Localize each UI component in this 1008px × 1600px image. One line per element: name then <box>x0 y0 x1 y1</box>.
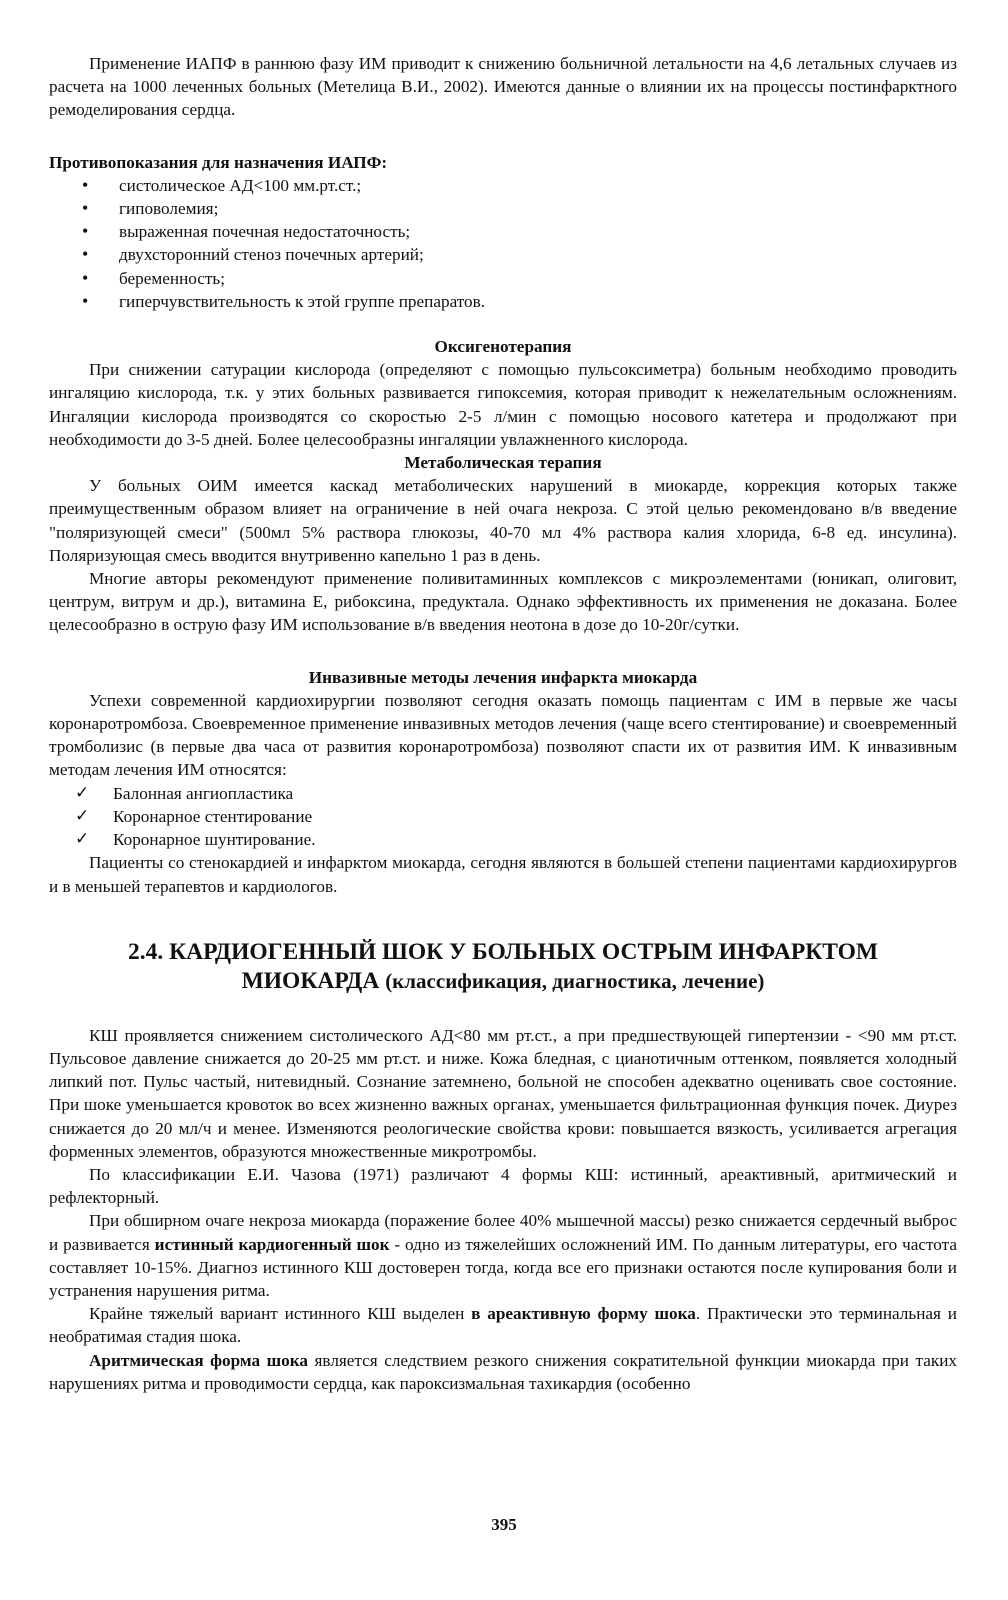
list-item: • беременность; <box>49 267 957 290</box>
list-item: • гиповолемия; <box>49 197 957 220</box>
invasive-methods-list <box>49 782 957 852</box>
chapter-title-line-1: 2.4. КАРДИОГЕННЫЙ ШОК У БОЛЬНЫХ ОСТРЫМ ИНФАРКТОМ <box>127 938 879 965</box>
contraindications-title: Противопоказания для назначения ИАПФ: <box>49 152 388 172</box>
list-item: • систолическое АД<100 мм.рт.ст.; <box>49 174 957 197</box>
invasive-methods-heading: Инвазивные методы лечения инфаркта миокарда <box>308 667 698 687</box>
checkmark-icon: ✓ <box>75 805 90 826</box>
metabolic-paragraph-2: Многие авторы рекомендуют применение поливитаминных комплексов с микроэлементами (юникап, олиговит, центрум, витрум и др.), витамина Е, рибоксина, предуктала. Однако эффективность их применения не доказана. Более целесообразно в острую фазу ИМ использование в/в введения неотона в дозе до 10-20г/сутки. <box>49 569 957 635</box>
chapter-title-main: МИОКАРДА <box>241 967 380 994</box>
invasive-paragraph-2: Пациенты со стенокардией и инфарктом миокарда, сегодня являются в большей степени пациентами кардиохирургов и в меньшей терапевтов и кардиологов. <box>49 853 957 896</box>
text-run: - одно из тяжелейших осложнений ИМ. По данным литературы, его частота составляет 10-15%. Диагноз истинного КШ достоверен тогда, когда все его признаки остаются после купирования боли и устранения нарушения ритма. <box>49 1234 957 1300</box>
text-run: является следствием резкого снижения сократительной функции миокарда при таких нарушениях ритма и проводимости сердца, как пароксизмальная тахикардия (особенно <box>49 1350 957 1393</box>
list-item: • выраженная почечная недостаточность; <box>49 220 957 243</box>
list-item-label: Коронарное шунтирование. <box>113 830 316 850</box>
checkmark-icon: ✓ <box>75 829 90 850</box>
invasive-paragraph-1: Успехи современной кардиохирургии позволяют сегодня оказать помощь пациентам с ИМ в первые же часы коронаротромбоза. Своевременное применение инвазивных методов лечения (чаще всего стентирование) и своевременный тромболизис (в первые два часа от развития коронаротромбоза) позволяют спасти их от развития ИМ. К инвазивным методам лечения ИМ относятся: <box>49 690 957 780</box>
intro-paragraph: Применение ИАПФ в раннюю фазу ИМ приводит к снижению больничной летальности на 4,6 летальных случаев из расчета на 1000 леченных больных (Метелица В.И., 2002). Имеются данные о влиянии их на процессы постинфарктного ремоделирования сердца. <box>49 54 957 120</box>
shock-paragraph-4 <box>49 1302 957 1348</box>
list-item <box>49 805 957 828</box>
oxygen-therapy-heading: Оксигенотерапия <box>434 337 572 357</box>
checkmark-icon: ✓ <box>75 782 90 803</box>
list-item-label: Коронарное стентирование <box>113 806 313 826</box>
text-run: . Практически это терминальная и необратимая стадия шока. <box>49 1304 957 1347</box>
list-item-label: Балонная ангиопластика <box>113 783 294 803</box>
arrhythmic-shock-term: Аритмическая форма шока <box>89 1350 308 1370</box>
list-item: • гиперчувствительность к этой группе препаратов. <box>49 290 957 313</box>
list-item <box>49 828 957 851</box>
page-number: 395 <box>491 1515 517 1534</box>
shock-paragraph-2: По классификации Е.И. Чазова (1971) различают 4 формы КШ: истинный, ареактивный, аритмический и рефлекторный. <box>49 1164 957 1208</box>
chapter-heading <box>49 938 957 996</box>
areactive-shock-term: в ареактивную форму шока <box>471 1304 696 1324</box>
contraindications-list <box>49 174 957 313</box>
chapter-title-line-2 <box>49 967 957 996</box>
shock-paragraph-1: КШ проявляется снижением систолического АД<80 мм рт.ст., а при предшествующей гипертензии - <90 мм рт.ст. Пульсовое давление снижается до 20-25 мм рт.ст. и ниже. Кожа бледная, с цианотичным оттенком, появляется холодный липкий пот. Пульс частый, нитевидный. Сознание затемнено, больной не способен адекватно оценивать свое состояние. При шоке уменьшается кровоток во всех жизненно важных органах, уменьшается фильтрационная функция почек. Диурез снижается до 20 мл/ч и менее. Изменяются реологические свойства крови: повышается вязкость, усиливается агрегация форменных элементов, образуются множественные микротромбы. <box>49 1025 957 1161</box>
true-shock-term: истинный кардиогенный шок <box>154 1234 390 1254</box>
oxygen-therapy-paragraph: При снижении сатурации кислорода (определяют с помощью пульсоксиметра) больным необходимо проводить ингаляцию кислорода, т.к. у этих больных развивается гипоксемия, которая приводит к нежелательным осложнениям. Ингаляции кислорода производятся со скоростью 2-5 л/мин с помощью носового катетера и продолжают при необходимости до 3-5 дней. Более целесообразны ингаляции увлажненного кислорода. <box>49 360 957 449</box>
chapter-title-sub: (классификация, диагностика, лечение) <box>385 968 765 993</box>
list-item: • двухсторонний стеноз почечных артерий; <box>49 243 957 266</box>
metabolic-paragraph-1: У больных ОИМ имеется каскад метаболических нарушений в миокарде, коррекция которых также преимущественным образом влияет на ограничение в ней очага некроза. С этой целью рекомендовано в/в введение "поляризующей смеси" (500мл 5% раствора глюкозы, 40-70 мл 4% раствора калия хлорида, 6-8 ед. инсулина). Поляризующая смесь вводится внутривенно капельно 1 раз в день. <box>49 476 957 565</box>
metabolic-therapy-heading: Метаболическая терапия <box>404 453 602 473</box>
shock-paragraph-3 <box>49 1209 957 1302</box>
list-item <box>49 782 957 805</box>
text-run: При обширном очаге некроза миокарда (поражение более 40% мышечной массы) резко снижается сердечный выброс и развивается <box>49 1211 957 1254</box>
shock-paragraph-5 <box>49 1349 957 1395</box>
page-body <box>49 52 957 1395</box>
text-run: Крайне тяжелый вариант истинного КШ выделен <box>89 1304 472 1324</box>
